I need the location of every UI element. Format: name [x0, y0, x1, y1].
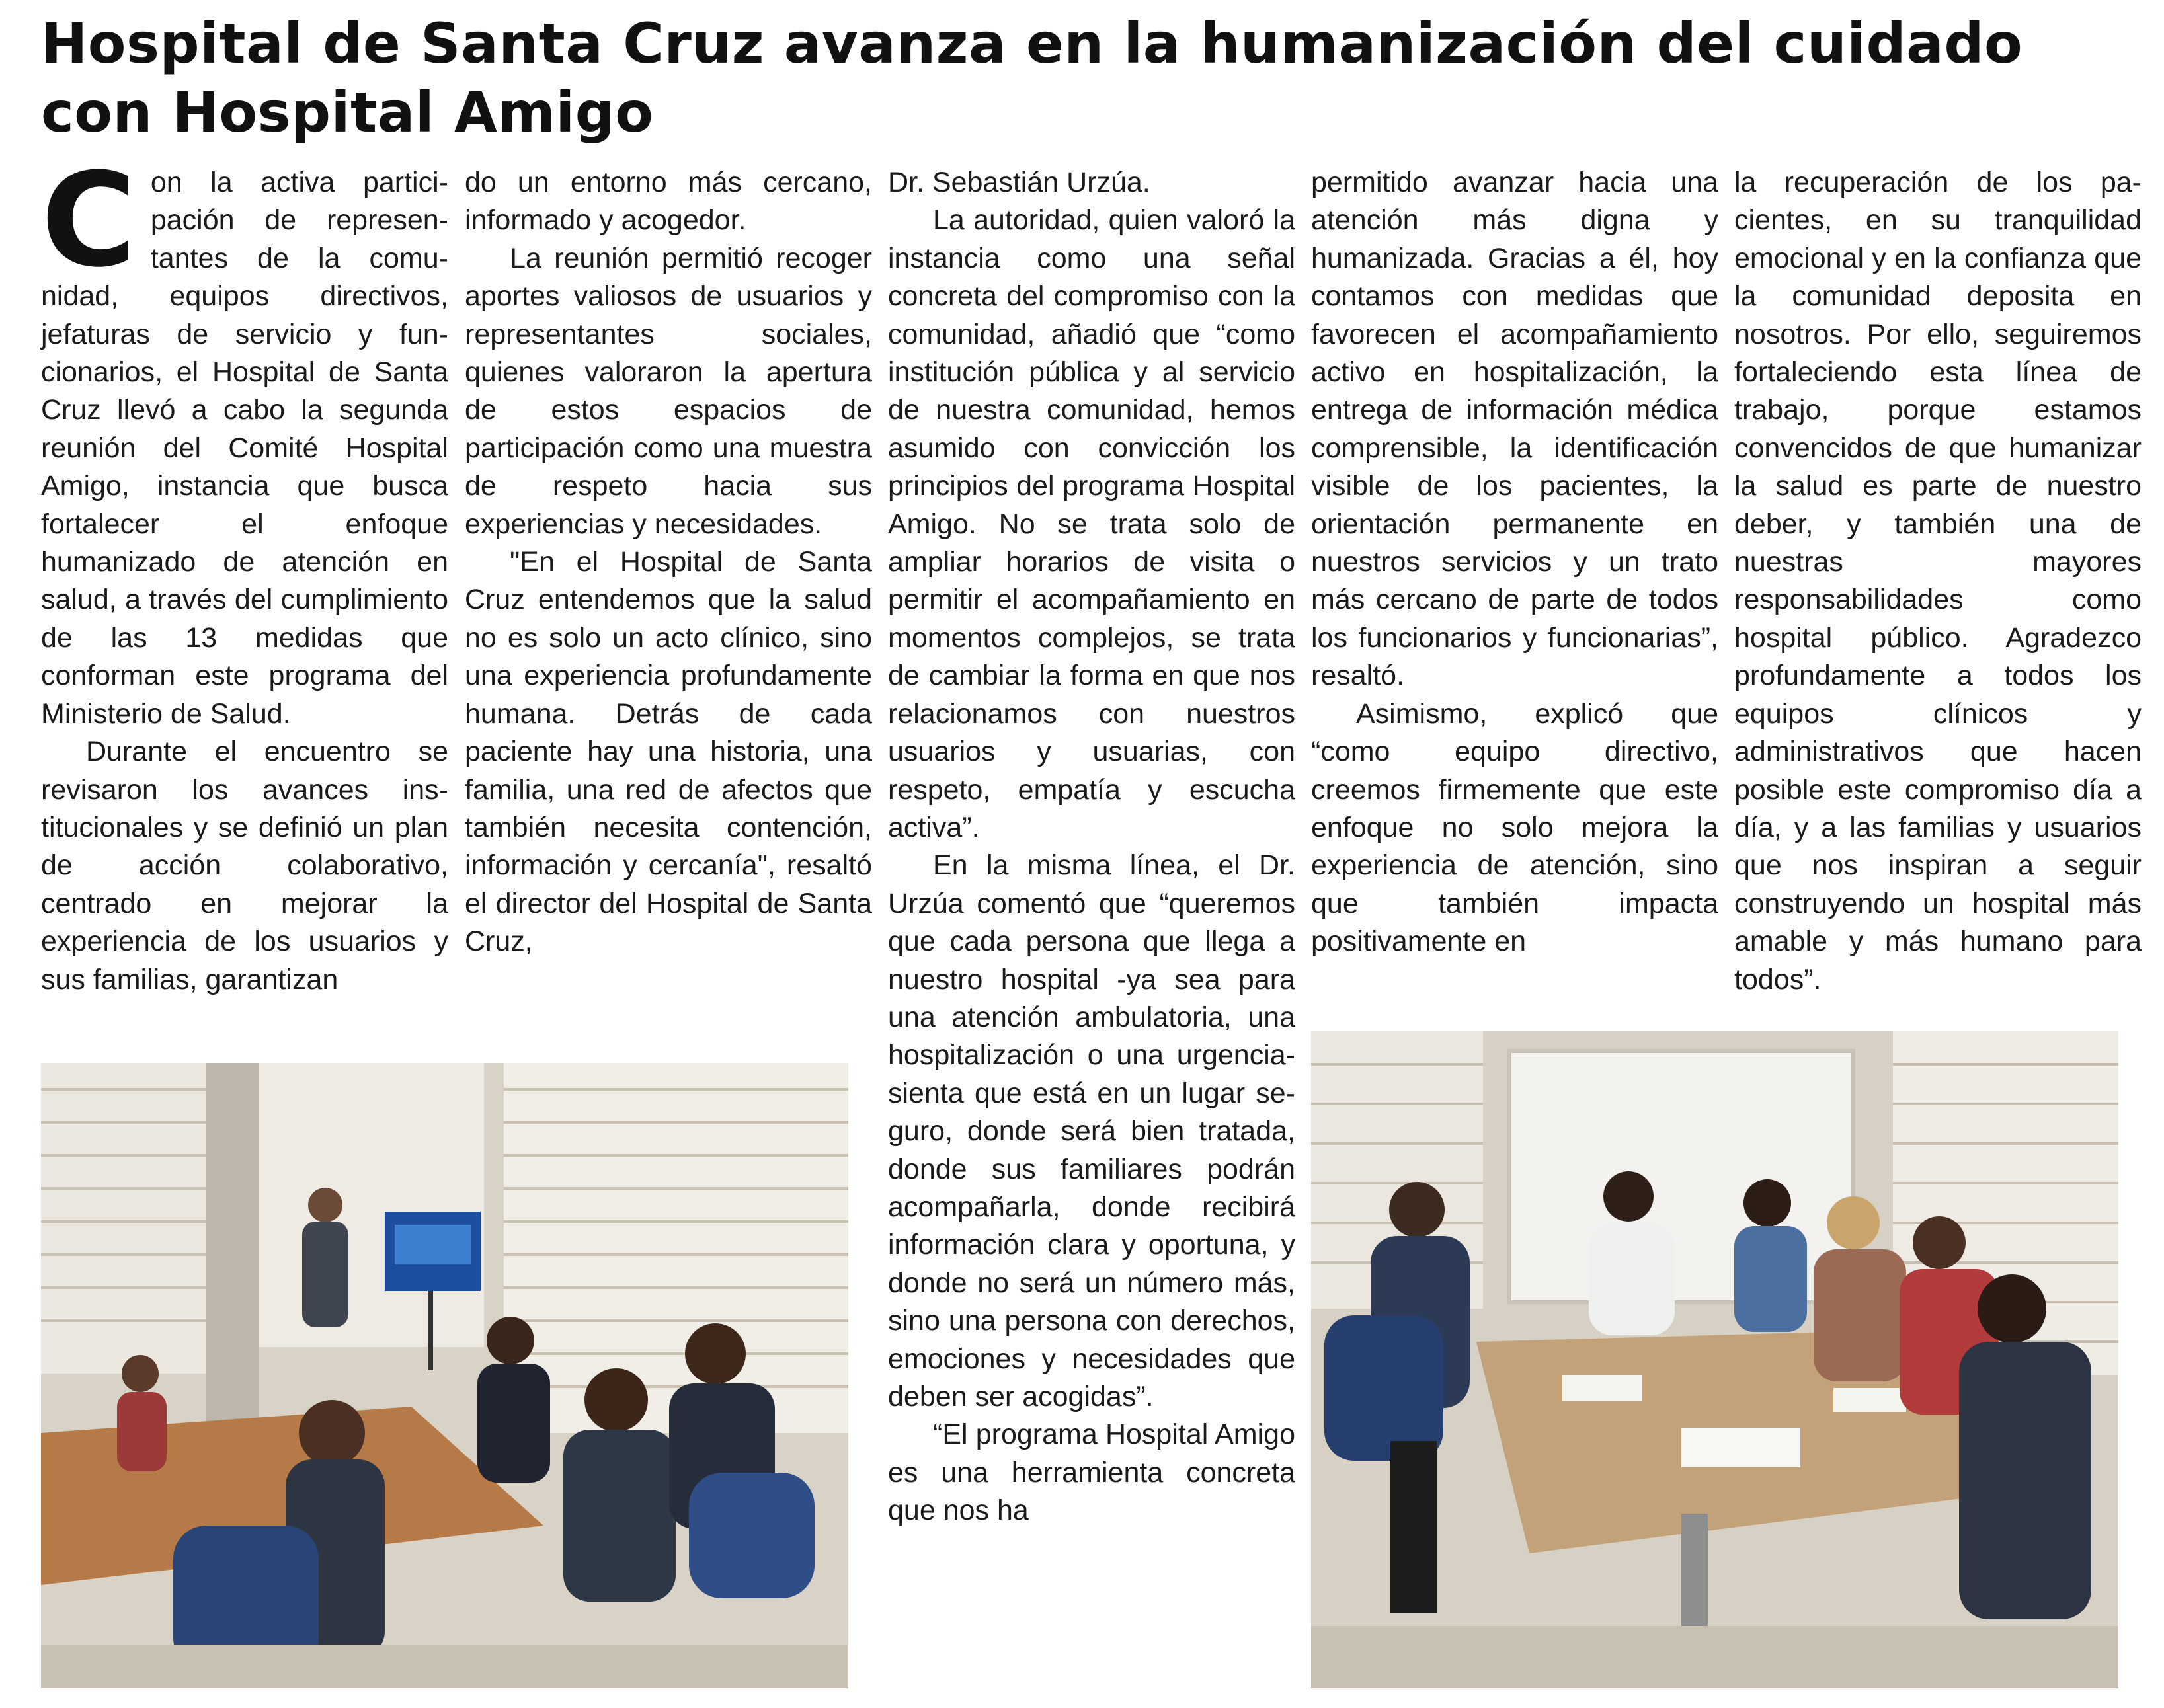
paragraph: "En el Hospital de Santa Cruz entendemos que la salud no es solo un acto clínico, sino una experiencia profundamente humana. Detrás de cada paciente hay una historia, una familia, una red de afectos que también necesita contención, información y cercanía", resaltó el director del Hospital de Santa Cruz, [465, 546, 872, 958]
paragraph: permitido avanzar hacia una atención más digna y humanizada. Gracias a él, hoy contamos con medidas que favorecen el acompañamiento activo en hospitalización, la entrega de información médica comprensible, la identificación visible de los pacientes, la orientación permanente en nuestros servicios y un trato más cercano de parte de todos los funcionarios y funcionarias”, resaltó. [1311, 167, 1718, 692]
meeting-photo-table [1311, 1031, 2118, 1688]
paragraph: Asimismo, explicó que “como equipo directivo, creemos firmemente que este enfoque no solo mejora la experiencia de atención, sino que también impacta positivamente en [1311, 697, 1718, 958]
article-headline: Hospital de Santa Cruz avanza en la humanización del cuidado con Hospital Amigo [41, 11, 2023, 145]
article-column-3 [888, 164, 1295, 1530]
article-column-1 [41, 145, 448, 999]
paragraph: La reunión permitió recoger aportes valiosos de usuarios y representantes sociales, quienes valoraron la apertura de estos espacios de participación como una muestra de respeto hacia sus experiencias y necesidades. [465, 242, 872, 540]
paragraph: Dr. Sebastián Urzúa. [888, 167, 1150, 198]
paragraph: do un entorno más cercano, informado y acogedor. [465, 167, 872, 237]
paragraph: on la activa participación de representantes de la comunidad, equipos directivos, jefaturas de servicio y funcionarios, el Hospital de Santa Cruz llevó a cabo la segunda reunión del Comité Hospital Amigo, instancia que busca fortalecer el enfoque humanizado de atención en salud, a través del cumplimiento de las 13 medidas que conforman este programa del Ministerio de Salud. [41, 167, 448, 730]
article-column-5 [1734, 164, 2142, 999]
paragraph: la recuperación de los pacientes, en su tranquilidad emocional y en la confianza que la comunidad deposita en nosotros. Por ello, seguiremos fortaleciendo esta línea de trabajo, porque estamos convencidos de que humanizar la salud es parte de nuestro deber, y también una de nuestras mayores responsabilidades como hospital público. Agradezco profundamente a todos los equipos clínicos y administrativos que hacen posible este compromiso día a día, y a las familias y usuarios que nos inspiran a seguir construyendo un hospital más amable y más humano para todos”. [1734, 167, 2142, 995]
article-column-4 [1311, 164, 1718, 961]
photo-illustration [41, 1063, 848, 1688]
article-column-2 [465, 164, 872, 961]
meeting-photo-presentation [41, 1063, 848, 1688]
paragraph: La autoridad, quien valoró la instancia como una señal concreta del compromiso con la comunidad, añadió que “como institución pública y al servicio de nuestra comunidad, hemos asumido con convicción los principios del programa Hospital Amigo. No se trata solo de ampliar horarios de visita o permitir el acompañamiento en momentos complejos, se trata de cambiar la forma en que nos relacionamos con nuestros usuarios y usuarias, con respeto, empatía y escucha activa”. [888, 204, 1295, 843]
photo-illustration [1311, 1031, 2118, 1688]
paragraph: En la misma línea, el Dr. Urzúa comentó que “queremos que cada persona que llega a nuestro hospital -ya sea para una atención ambulatoria, una hospitalización o una urgencia- sienta que está en un lugar seguro, donde será bien tratada, donde sus familiares podrán acompañarla, donde recibirá información clara y oportuna, y donde no será un número más, sino una persona con derechos, emociones y necesidades que deben ser acogidas”. [888, 849, 1295, 1413]
paragraph: “El programa Hospital Amigo es una herramienta concreta que nos ha [888, 1418, 1295, 1527]
paragraph: Durante el encuentro se revisaron los avances institucionales y se definió un plan de acción colaborativo, centrado en mejorar la experiencia de los usuarios y sus familias, garantizan [41, 736, 448, 995]
drop-cap: C [41, 145, 136, 296]
